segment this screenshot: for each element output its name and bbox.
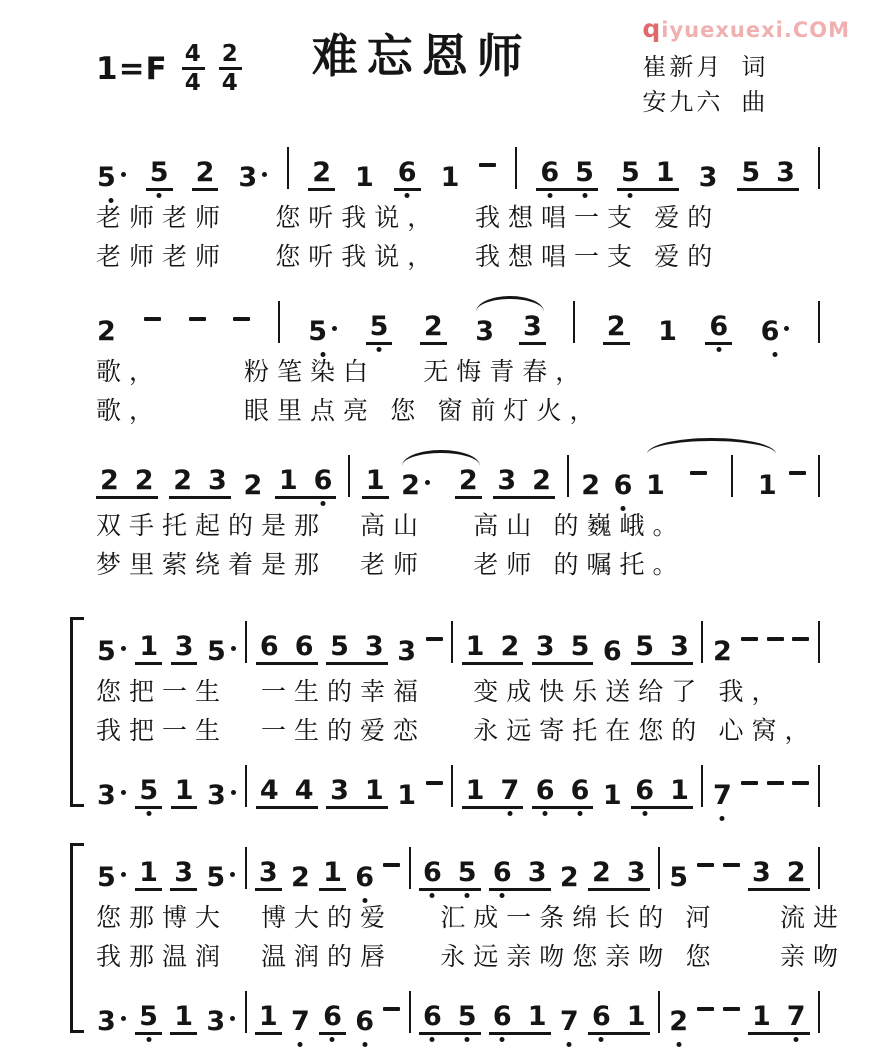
beam-group (748, 1000, 810, 1035)
notes-row (96, 847, 820, 891)
dot-after (121, 790, 126, 795)
barline (818, 847, 820, 889)
notes-row (96, 455, 820, 499)
barline (409, 991, 411, 1033)
note: 1 (174, 1000, 194, 1032)
beam-group (532, 630, 594, 665)
note: 5 (457, 1003, 478, 1030)
site-watermark (642, 14, 850, 43)
dash-continuation (792, 781, 809, 785)
note: 7 (290, 1008, 311, 1035)
barline (245, 765, 247, 807)
note: 6 (535, 777, 556, 804)
beam-group (519, 310, 546, 345)
beam-group (146, 156, 173, 191)
note: 3 (174, 630, 194, 662)
credits-block (642, 14, 850, 121)
note: 3 (258, 856, 278, 888)
lyrics-line: 您把一生 一生的幸福 变成快乐送给了 我， (96, 678, 785, 706)
beam-group (170, 1000, 197, 1035)
system (96, 455, 820, 583)
barline (245, 991, 247, 1033)
note: 5 (205, 864, 236, 891)
barline (818, 621, 820, 663)
note: 5 (138, 777, 159, 804)
note: 2 (668, 1008, 689, 1035)
note: 3 (208, 464, 227, 496)
barline (451, 765, 453, 807)
dot-after (121, 872, 126, 877)
notes-row (96, 301, 820, 345)
note: 2 (458, 464, 478, 496)
time-signature-1 (182, 42, 205, 95)
beam-group (603, 310, 630, 345)
dot-after (230, 872, 235, 877)
lyricist-credit: 崔新月 词 (642, 55, 769, 81)
note: 3 (96, 1008, 127, 1035)
beam-group (135, 630, 162, 665)
dash-continuation (767, 781, 784, 785)
note: 3 (535, 630, 555, 662)
dash-continuation (383, 863, 400, 867)
note: 1 (670, 774, 689, 806)
dash-continuation (723, 863, 740, 867)
note: 2 (243, 469, 263, 501)
beam-group (748, 856, 810, 891)
barline (731, 455, 733, 497)
note: 2 (532, 464, 551, 496)
note: 4 (259, 774, 279, 806)
dot-after (262, 172, 267, 177)
note: 5 (206, 638, 237, 665)
note: 1 (465, 774, 485, 806)
note: 2 (290, 861, 310, 893)
note: 4 (294, 774, 314, 806)
lyrics-line: 我那温润 温润的唇 永远亲吻您亲吻 您 亲吻 (96, 944, 847, 972)
beam-group (394, 156, 421, 191)
voice-bracket (70, 617, 84, 807)
lyrics-line: 双手托起的是那 高山 高山 的巍峨。 (96, 512, 686, 540)
lyrics-line: 您那博大 博大的爱 汇成一条绵长的 河 流进 (96, 904, 847, 932)
note: 6 (602, 635, 622, 667)
note: 6 (354, 864, 375, 891)
beam-group (326, 630, 388, 665)
note: 5 (307, 318, 338, 345)
lyrics-line: 我把一生 一生的爱恋 永远寄托在您的 心窝， (96, 718, 818, 746)
note: 5 (620, 159, 641, 186)
dash-continuation (792, 637, 809, 641)
dash-continuation (697, 863, 714, 867)
octave-dot-below (376, 347, 381, 352)
dash-continuation (690, 471, 707, 475)
octave-dot-below (330, 1037, 335, 1042)
note: 6 (422, 859, 443, 886)
note: 2 (591, 856, 611, 888)
note: 1 (751, 1000, 771, 1032)
note: 7 (712, 782, 733, 809)
beam-group (319, 1000, 346, 1035)
octave-dot-below (146, 811, 151, 816)
dot-after (121, 172, 126, 177)
note: 1 (323, 856, 342, 888)
note: 1 (465, 630, 485, 662)
octave-dot-below (320, 352, 325, 357)
octave-dot-below (642, 811, 647, 816)
note: 1 (365, 464, 385, 496)
note: 7 (786, 1003, 807, 1030)
note: 6 (354, 1008, 375, 1035)
note: 2 (581, 469, 600, 501)
watermark-initial: q (642, 14, 662, 43)
beam-group (419, 1000, 481, 1035)
note: 5 (570, 630, 590, 662)
note: 6 (591, 1003, 612, 1030)
barline (818, 991, 820, 1033)
note: 3 (206, 782, 237, 809)
lyrics-line: 梦里萦绕着是那 老师 老师 的嘱托。 (96, 552, 686, 580)
note: 1 (658, 315, 677, 347)
beam-group (326, 774, 388, 809)
score-body (96, 147, 847, 1037)
dash-continuation (426, 637, 443, 641)
dot-after (425, 480, 430, 485)
system (96, 147, 820, 275)
note: 5 (635, 630, 655, 662)
note: 3 (497, 464, 517, 496)
note: 5 (96, 638, 127, 665)
note: 6 (570, 777, 591, 804)
lyrics-line: 歌， 粉笔染白 无悔青春， (96, 358, 589, 386)
beam-group (169, 464, 231, 499)
note: 2 (559, 861, 579, 893)
lyrics-line: 老师老师 您听我说， 我想唱一支 爱的 (96, 204, 721, 232)
octave-dot-below (599, 1037, 604, 1042)
note: 3 (475, 315, 494, 347)
note: 3 (397, 635, 416, 667)
beam-group (362, 464, 389, 499)
note: 3 (364, 630, 384, 662)
barline (409, 847, 411, 889)
note: 1 (655, 156, 675, 188)
note: 6 (397, 159, 418, 186)
note: 2 (423, 310, 443, 342)
beam-group (536, 156, 598, 191)
octave-dot-below (567, 1042, 572, 1047)
dash-continuation (189, 317, 206, 321)
ts1-numerator: 4 (182, 42, 205, 70)
dot-after (332, 326, 337, 331)
beam-group (308, 156, 335, 191)
dot-after (231, 646, 236, 651)
note: 2 (195, 156, 215, 188)
note: 2 (134, 464, 154, 496)
note: 1 (527, 1000, 547, 1032)
note: 3 (751, 856, 771, 888)
note: 1 (364, 774, 384, 806)
beam-group (489, 856, 551, 891)
slur-group (474, 310, 546, 347)
dash-continuation (479, 163, 496, 167)
octave-dot-below (794, 1037, 799, 1042)
octave-dot-below (465, 1037, 470, 1042)
notes-row (96, 991, 820, 1035)
beam-group (588, 1000, 650, 1035)
barline (278, 301, 280, 343)
beam-group (256, 630, 318, 665)
ts2-denominator: 4 (221, 70, 239, 97)
octave-dot-below (362, 1042, 367, 1047)
dash-continuation (233, 317, 250, 321)
note: 6 (422, 1003, 443, 1030)
dot-after (784, 326, 789, 331)
note: 1 (626, 1000, 646, 1032)
octave-dot-below (577, 811, 582, 816)
beam-group (135, 774, 162, 809)
octave-dot-below (773, 352, 778, 357)
note: 5 (96, 164, 127, 191)
note: 6 (708, 313, 729, 340)
barline (573, 301, 575, 343)
note: 5 (369, 313, 390, 340)
beam-group (532, 774, 594, 809)
score-header (96, 14, 850, 121)
octave-dot-below (628, 193, 633, 198)
beam-group (171, 774, 198, 809)
note: 6 (294, 630, 314, 662)
octave-dot-below (405, 193, 410, 198)
beam-group (171, 630, 198, 665)
watermark-middle: iyuexuexi (661, 18, 784, 42)
note: 3 (670, 630, 689, 662)
note: 3 (776, 156, 795, 188)
slur-group (645, 455, 778, 499)
composer-credit: 安九六 曲 (642, 89, 769, 116)
beam-group (462, 630, 524, 665)
dash-continuation (723, 1007, 740, 1011)
ts1-denominator: 4 (184, 70, 202, 97)
octave-dot-below (298, 1042, 303, 1047)
barline (658, 847, 660, 889)
note: 2 (97, 315, 116, 347)
note: 3 (330, 774, 349, 806)
octave-dot-below (500, 1037, 505, 1042)
note: 1 (397, 779, 416, 811)
barline (818, 765, 820, 807)
octave-dot-below (362, 898, 367, 903)
note: 1 (646, 469, 665, 501)
note: 2 (173, 464, 193, 496)
barline (701, 765, 703, 807)
beam-group (631, 630, 693, 665)
note: 7 (559, 1008, 580, 1035)
note: 3 (522, 310, 542, 342)
beam-group (255, 856, 282, 891)
beam-group (135, 856, 162, 891)
note: 3 (174, 856, 194, 888)
barline (658, 991, 660, 1033)
note: 6 (259, 630, 279, 662)
note: 3 (205, 1008, 236, 1035)
barline (245, 847, 247, 889)
note: 1 (278, 464, 298, 496)
note: 1 (602, 779, 622, 811)
note: 5 (330, 630, 349, 662)
octave-dot-below (547, 193, 552, 198)
key-signature (96, 42, 242, 95)
beam-group (737, 156, 799, 191)
note: 2 (100, 464, 119, 496)
octave-dot-below (157, 193, 162, 198)
beam-group (170, 856, 197, 891)
beam-group (631, 774, 693, 809)
notes-row (96, 621, 820, 665)
beam-group (255, 1000, 282, 1035)
dot-after (121, 1016, 126, 1021)
note: 6 (322, 1003, 343, 1030)
note: 6 (313, 467, 334, 494)
beam-group (588, 856, 650, 891)
octave-dot-below (109, 198, 114, 203)
beam-group (319, 856, 346, 891)
octave-dot-below (720, 816, 725, 821)
note: 1 (174, 774, 194, 806)
beam-group (455, 464, 482, 499)
beam-group (462, 774, 524, 809)
dash-continuation (789, 471, 806, 475)
note: 1 (139, 630, 159, 662)
dash-continuation (767, 637, 784, 641)
note: 5 (574, 159, 595, 186)
notes-row (96, 765, 820, 809)
note: 3 (626, 856, 646, 888)
octave-dot-below (543, 811, 548, 816)
note: 1 (757, 469, 777, 501)
note: 5 (149, 159, 170, 186)
dot-after (230, 1016, 235, 1021)
voice-bracket (70, 843, 84, 1033)
octave-dot-below (716, 347, 721, 352)
note: 2 (786, 856, 806, 888)
note: 6 (634, 777, 655, 804)
octave-dot-below (321, 501, 326, 506)
beam-group (705, 310, 732, 345)
note: 6 (492, 1003, 513, 1030)
note: 7 (499, 777, 520, 804)
dash-continuation (426, 781, 443, 785)
beam-group (366, 310, 393, 345)
barline (818, 455, 820, 497)
note: 2 (606, 310, 626, 342)
dash-continuation (697, 1007, 714, 1011)
beam-group (96, 464, 158, 499)
note: 5 (138, 1003, 159, 1030)
barline (515, 147, 517, 189)
dash-continuation (383, 1007, 400, 1011)
dash-continuation (741, 781, 758, 785)
octave-dot-below (500, 893, 505, 898)
ts2-numerator: 2 (219, 42, 242, 70)
system (96, 847, 847, 1037)
note: 2 (312, 156, 331, 188)
watermark-tld: .COM (783, 18, 850, 42)
note: 2 (400, 472, 431, 499)
dot-after (231, 790, 236, 795)
notes-row (96, 147, 820, 191)
barline (348, 455, 350, 497)
note: 3 (698, 161, 718, 193)
beam-group (419, 856, 481, 891)
note: 6 (760, 318, 791, 345)
lyrics-line: 老师老师 您听我说， 我想唱一支 爱的 (96, 244, 721, 272)
barline (701, 621, 703, 663)
beam-group (256, 774, 318, 809)
note: 6 (613, 472, 634, 499)
note: 2 (500, 630, 520, 662)
octave-dot-below (507, 811, 512, 816)
note: 3 (237, 164, 268, 191)
song-title: 难忘恩师 (311, 31, 532, 82)
barline (287, 147, 289, 189)
barline (818, 147, 820, 189)
beam-group (617, 156, 679, 191)
note: 2 (712, 635, 732, 667)
barline (567, 455, 569, 497)
barline (245, 621, 247, 663)
key-label: 1=F (96, 50, 168, 87)
beam-group (493, 464, 555, 499)
octave-dot-below (430, 1037, 435, 1042)
note: 5 (741, 156, 761, 188)
note: 5 (457, 859, 478, 886)
beam-group (275, 464, 337, 499)
octave-dot-below (582, 193, 587, 198)
note: 1 (440, 161, 460, 193)
note: 1 (258, 1000, 278, 1032)
barline (451, 621, 453, 663)
slur-group (400, 464, 482, 501)
octave-dot-below (676, 1042, 681, 1047)
barline (818, 301, 820, 343)
note: 5 (669, 861, 688, 893)
system (96, 301, 820, 429)
note: 3 (527, 856, 547, 888)
beam-group (192, 156, 219, 191)
octave-dot-below (465, 893, 470, 898)
lyrics-line: 歌， 眼里点亮 您 窗前灯火， (96, 398, 603, 426)
time-signature-2 (219, 42, 242, 95)
beam-group (489, 1000, 551, 1035)
dot-after (121, 646, 126, 651)
note: 1 (139, 856, 158, 888)
system (96, 621, 820, 809)
octave-dot-below (621, 506, 626, 511)
note: 1 (354, 161, 374, 193)
note: 6 (492, 859, 513, 886)
beam-group (420, 310, 447, 345)
note: 3 (96, 782, 127, 809)
dash-continuation (144, 317, 161, 321)
octave-dot-below (146, 1037, 151, 1042)
beam-group (135, 1000, 162, 1035)
note: 5 (96, 864, 127, 891)
dash-continuation (741, 637, 758, 641)
octave-dot-below (430, 893, 435, 898)
note: 6 (539, 159, 560, 186)
